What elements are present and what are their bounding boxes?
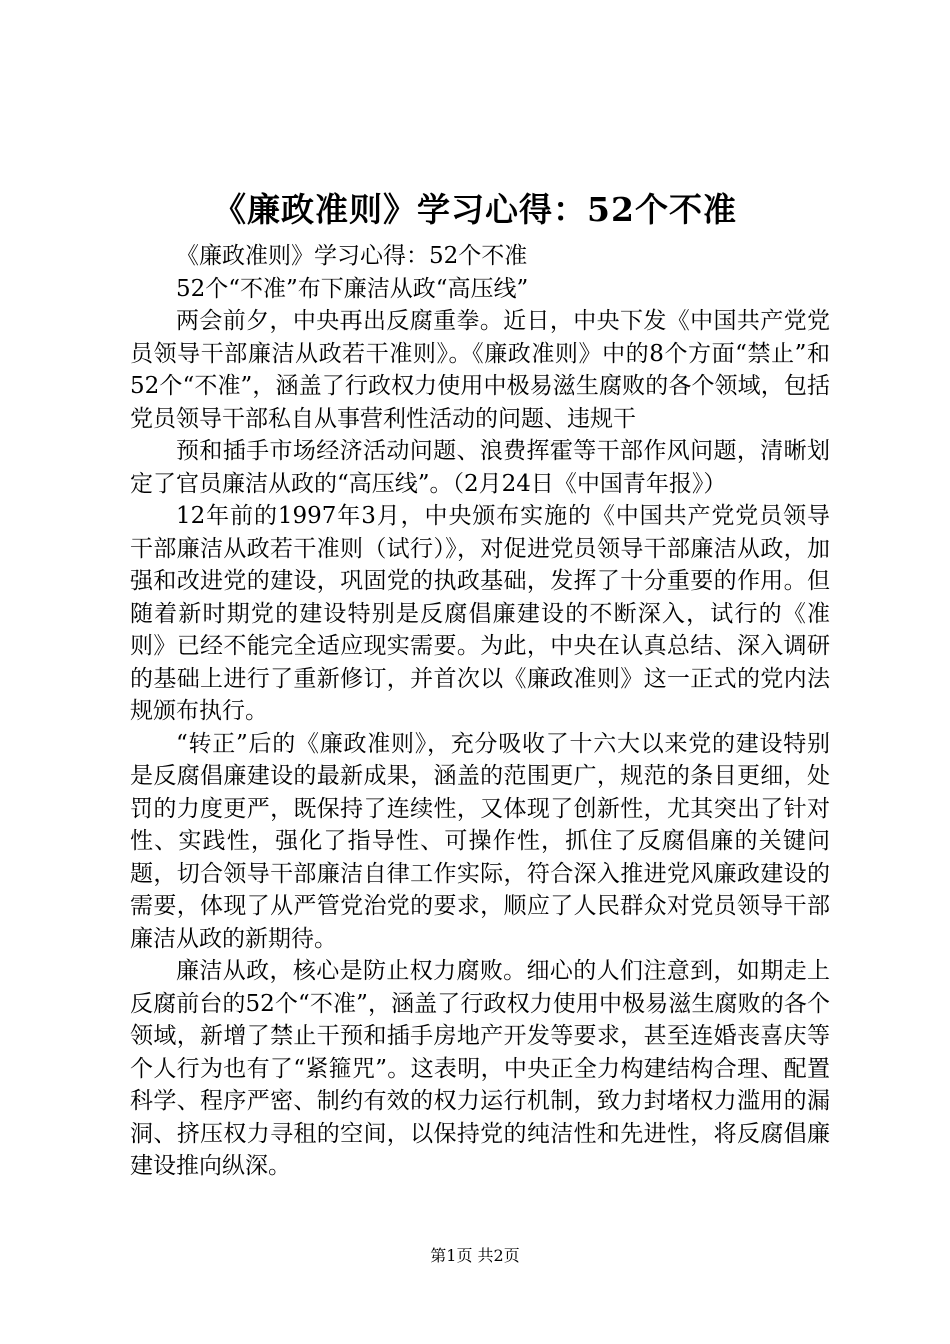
paragraph-3: 12年前的1997年3月，中央颁布实施的《中国共产党党员领导干部廉洁从政若干准则（试行）》，对促进党员领导干部廉洁从政，加强和改进党的建设，巩固党的执政基础，发挥了十分重要的作用。但随着新时期党的建设特别是反腐倡廉建设的不断深入，试行的《准则》已经不能完全适应现实需要。为此，中央在认真总结、深入调研的基础上进行了重新修订，并首次以《廉政准则》这一正式的党内法规颁布执行。 [130, 503, 830, 724]
document-subtitle: 《廉政准则》学习心得：52个不准 [176, 243, 528, 269]
page-number-footer: 第1页 共2页 [430, 1246, 520, 1265]
document-title: 《廉政准则》学习心得：52个不准 [213, 190, 737, 229]
document-body [130, 240, 830, 1183]
paragraph-1: 两会前夕，中央再出反腐重拳。近日，中央下发《中国共产党党员领导干部廉洁从政若干准则》。《廉政准则》中的8个方面“禁止”和52个“不准”，涵盖了行政权力使用中极易滋生腐败的各个领域，包括党员领导干部私自从事营利性活动的问题、违规干 [130, 308, 830, 432]
paragraph-4: “转正”后的《廉政准则》，充分吸收了十六大以来党的建设特别是反腐倡廉建设的最新成果，涵盖的范围更广，规范的条目更细，处罚的力度更严，既保持了连续性，又体现了创新性，尤其突出了针对性、实践性，强化了指导性、可操作性，抓住了反腐倡廉的关键问题，切合领导干部廉洁自律工作实际，符合深入推进党风廉政建设的需要，体现了从严管党治党的要求，顺应了人民群众对党员领导干部廉洁从政的新期待。 [130, 730, 830, 952]
paragraph-2: 预和插手市场经济活动问题、浪费挥霍等干部作风问题，清晰划定了官员廉洁从政的“高压线”。（2月24日《中国青年报》） [130, 438, 830, 497]
document-headline: 52个“不准”布下廉洁从政“高压线” [176, 275, 529, 302]
paragraph-5: 廉洁从政，核心是防止权力腐败。细心的人们注意到，如期走上反腐前台的52个“不准”，涵盖了行政权力使用中极易滋生腐败的各个领域，新增了禁止干预和插手房地产开发等要求，甚至连婚丧喜庆等个人行为也有了“紧箍咒”。这表明，中央正全力构建结构合理、配置科学、程序严密、制约有效的权力运行机制，致力封堵权力滥用的漏洞、挤压权力寻租的空间，以保持党的纯洁性和先进性，将反腐倡廉建设推向纵深。 [130, 958, 830, 1179]
